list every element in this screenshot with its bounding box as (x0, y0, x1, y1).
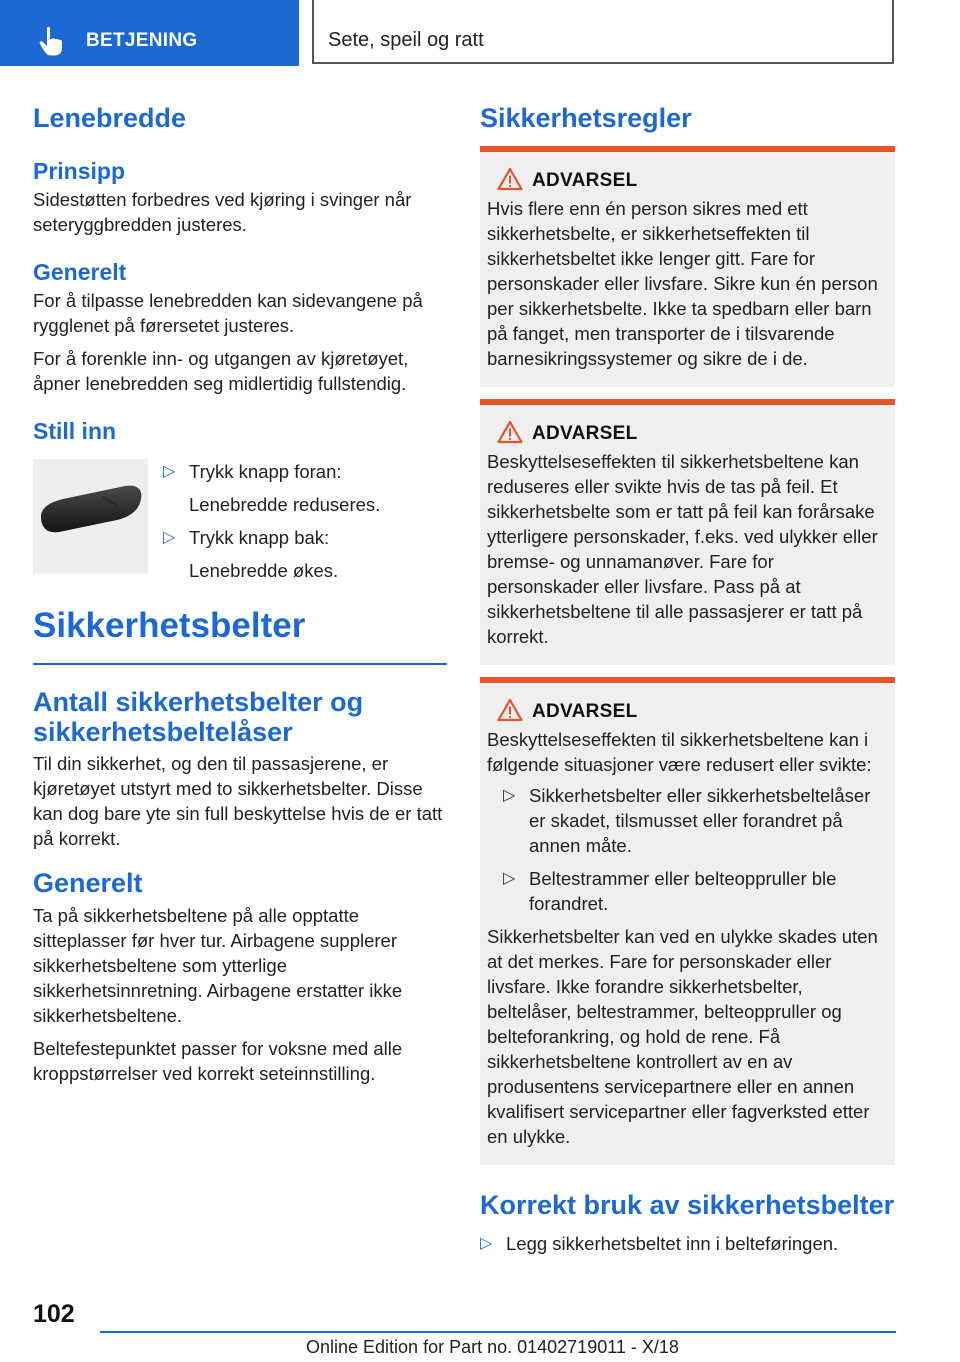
list-item-result: Lenebredde økes. (189, 560, 339, 581)
still-inn-block (33, 459, 447, 589)
warning-intro: Beskyttelseseffekten til sikkerhetsbeltene kan i følgende situasjoner være redusert eller svikte: (487, 729, 872, 775)
list-item (163, 525, 447, 583)
triangle-bullet-icon: ▷ (503, 870, 516, 887)
section-tab (0, 0, 299, 66)
heading-sikkerhetsbelter: Sikkerhetsbelter (33, 606, 306, 645)
warning-label: ADVARSEL (532, 423, 638, 444)
warning-triangle-icon (497, 698, 523, 722)
seat-width-button-image (33, 459, 148, 574)
list-item-text: Beltestrammer eller belteoppruller ble forandret. (529, 868, 837, 914)
warning-text: Beskyttelseseffekten til sikkerhetsbeltene kan reduseres eller svikte hvis de tas på feil. Et sikkerhetsbelte som er tatt på feil kan forårsake ytterligere personskader, f.eks. ved ulykker eller bremse- og unnamanøver. Fare for personskader eller livsfare. Pass på at sikkerhetsbeltene til alle passasjerer er tatt på korrekt. (487, 451, 878, 647)
section-label: BETJENING (86, 30, 198, 51)
heading-lenebredde: Lenebredde (33, 103, 187, 133)
heading-still-inn: Still inn (33, 418, 117, 444)
warning-text: Hvis flere enn én person sikres med ett sikkerhetsbelte, er sikkerhetseffekten til sikkerhetsbeltet ikke lenger gitt. Fare for personskader eller livsfare. Sikre kun én person per sikkerhetsbelte. Ikke ta spedbarn eller barn på fanget, men transporter de i tilsvarende barnesikringssystemer og sikre de i de. (487, 198, 878, 369)
heading-generelt-belter: Generelt (33, 868, 143, 898)
warning-title (487, 697, 887, 727)
generelt-text-2: For å forenkle inn- og utgangen av kjøretøyet, åpner lenebredden seg midlertidig fullstendig. (33, 348, 409, 394)
antall-text: Til din sikkerhet, og den til passasjerene, er kjøretøyet utstyrt med to sikkerhetsbelter. Disse kan dog bare yte sin full beskyttelse hvis de er tatt på korrekt. (33, 753, 443, 849)
generelt-text-1: For å tilpasse lenebredden kan sidevangene på rygglenet på førersetet justeres. (33, 290, 423, 336)
list-item-label: Trykk knapp foran: (189, 461, 342, 482)
warning-outro: Sikkerhetsbelter kan ved en ulykke skades uten at det merkes. Fare for personskader eller livsfare. Ikke forandre sikkerhetsbelter, beltelåser, beltestrammer, belteoppruller og belteforankring, og hold de rene. Få sikkerhetsbeltene kontrollert av en av produsentens servicepartnere eller en annen kvalifisert servicepartner eller fagverksted etter en ulykke. (487, 926, 878, 1147)
pointing-hand-icon (38, 26, 64, 56)
list-item-text: Sikkerhetsbelter eller sikkerhetsbeltelåser er skadet, tilsmusset eller forandret på annen måte. (529, 785, 871, 856)
warning-box (480, 146, 895, 387)
triangle-bullet-icon: ▷ (163, 529, 176, 546)
still-inn-list (163, 459, 447, 583)
heading-prinsipp: Prinsipp (33, 158, 126, 184)
footer-divider (100, 1331, 896, 1333)
triangle-bullet-icon: ▷ (503, 787, 516, 804)
warning-box (480, 399, 895, 665)
list-item (503, 783, 887, 858)
triangle-bullet-icon: ▷ (480, 1235, 493, 1252)
list-item (480, 1231, 895, 1256)
list-item-result: Lenebredde reduseres. (189, 494, 381, 515)
warning-box (480, 677, 895, 1165)
left-column (33, 100, 447, 1086)
list-item (163, 459, 447, 517)
prinsipp-text: Sidestøtten forbedres ved kjøring i svinger når seteryggbredden justeres. (33, 189, 412, 235)
right-column (480, 100, 895, 1256)
page-number: 102 (33, 1300, 75, 1328)
generelt-belter-text-1: Ta på sikkerhetsbeltene på alle opptatte sitteplasser før hver tur. Airbagene supplerer sikkerhetsbeltene som ytterlige sikkerhetsinnretning. Airbagene erstatter ikke sikkerhetsbeltene. (33, 905, 403, 1026)
list-item-label: Trykk knapp bak: (189, 527, 330, 548)
warning-title (487, 166, 887, 196)
heading-korrekt-bruk: Korrekt bruk av sikkerhetsbelter (480, 1190, 895, 1220)
chapter-header (312, 0, 894, 64)
warning-triangle-icon (497, 167, 523, 191)
divider (33, 663, 447, 665)
heading-antall: Antall sikkerhetsbelter og sikkerhetsbeltelåser (33, 687, 364, 747)
list-item (503, 866, 887, 916)
generelt-belter-text-2: Beltefestepunktet passer for voksne med alle kroppstørrelser ved korrekt seteinnstilling. (33, 1038, 403, 1084)
list-item-text: Legg sikkerhetsbeltet inn i belteføringen. (506, 1233, 839, 1254)
chapter-title: Sete, speil og ratt (328, 29, 484, 51)
warning-label: ADVARSEL (532, 170, 638, 191)
triangle-bullet-icon: ▷ (163, 463, 176, 480)
heading-generelt: Generelt (33, 259, 127, 285)
warning-label: ADVARSEL (532, 701, 638, 722)
edition-note: Online Edition for Part no. 01402719011 - X/18 (306, 1337, 679, 1357)
warning-triangle-icon (497, 420, 523, 444)
warning-title (487, 419, 887, 449)
heading-sikkerhetsregler: Sikkerhetsregler (480, 103, 692, 133)
